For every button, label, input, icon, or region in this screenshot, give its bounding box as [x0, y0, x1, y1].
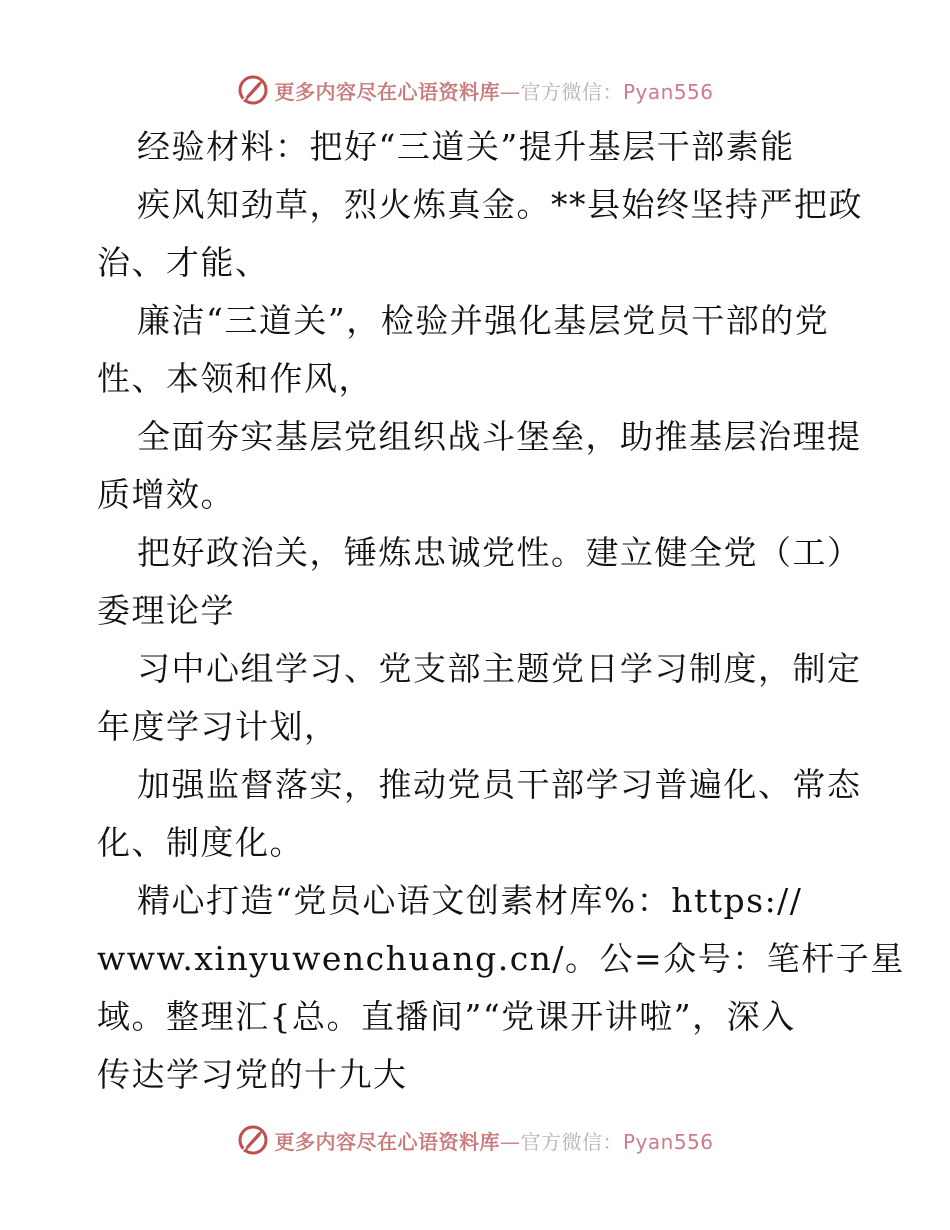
banner-wechat-id: Pyan556 — [622, 1129, 714, 1154]
body-line: 委理论学 — [97, 591, 235, 630]
body-line: 性、本领和作风， — [97, 359, 373, 398]
document-body — [97, 118, 905, 1104]
banner-dash: — — [499, 1129, 521, 1154]
body-line: 治、才能、 — [97, 243, 270, 282]
body-line: 传达学习党的十九大 — [97, 1055, 408, 1094]
body-line: 化、制度化。 — [97, 823, 304, 862]
banner-dash: — — [499, 79, 521, 104]
body-line: 疾风知劲草，烈火炼真金。**县始终坚持严把政 — [137, 185, 863, 224]
banner-main-text: 更多内容尽在心语资料库 — [274, 79, 500, 104]
banner-wechat-id: Pyan556 — [622, 79, 714, 104]
banner-sub-text: 官方微信： — [520, 1129, 623, 1154]
body-line: 精心打造“党员心语文创素材库%：https:// — [137, 881, 803, 920]
banner-main-text: 更多内容尽在心语资料库 — [274, 1129, 500, 1154]
document-title: 经验材料：把好“三道关”提升基层干部素能 — [137, 127, 795, 166]
banner-text — [274, 1126, 713, 1155]
header-banner — [0, 70, 950, 110]
body-line: 年度学习计划， — [97, 707, 339, 746]
banner-sub-text: 官方微信： — [520, 79, 623, 104]
body-line: 域。整理汇{总。直播间”“党课开讲啦”，深入 — [97, 997, 796, 1036]
body-line: 廉洁“三道关”，检验并强化基层党员干部的党 — [137, 301, 830, 340]
body-line: 质增效。 — [97, 475, 235, 514]
banner-text — [274, 76, 713, 105]
body-line: 全面夯实基层党组织战斗堡垒，助推基层治理提 — [137, 417, 862, 456]
footer-banner — [0, 1120, 950, 1160]
body-line: 加强监督落实，推动党员干部学习普遍化、常态 — [137, 765, 862, 804]
body-line: 把好政治关，锤炼忠诚党性。建立健全党（工） — [137, 533, 862, 572]
body-line: 习中心组学习、党支部主题党日学习制度，制定 — [137, 649, 862, 688]
body-line: www.xinyuwenchuang.cn/。公=众号：笔杆子星 — [97, 939, 905, 978]
quill-logo-icon — [236, 1123, 270, 1157]
quill-logo-icon — [236, 73, 270, 107]
